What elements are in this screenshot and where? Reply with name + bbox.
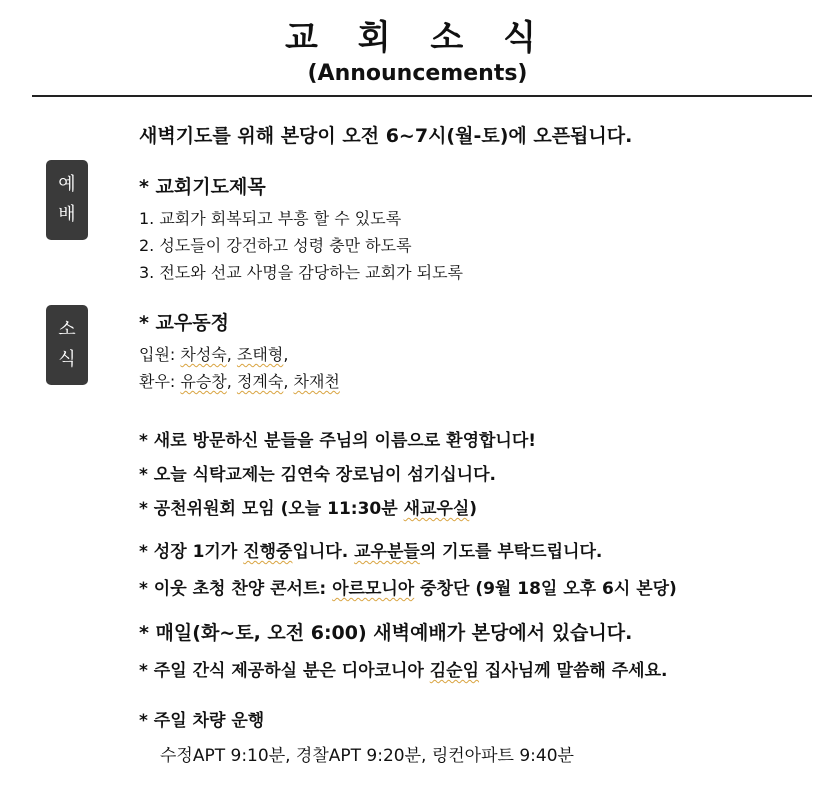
concert-group: 아르모니아 xyxy=(332,579,415,599)
snack-text-c: 집사님께 말씀해 주세요. xyxy=(479,661,668,681)
notice-committee xyxy=(139,494,477,519)
admitted-name-2: 조태형 xyxy=(236,345,284,364)
notice-bus-heading: * 주일 차량 운행 xyxy=(139,711,265,731)
worship-badge-char-2: 배 xyxy=(58,204,76,225)
admitted-name-1: 차성숙 xyxy=(180,345,227,364)
admitted-end: , xyxy=(283,345,289,364)
members-heading: * 교우동정 xyxy=(139,312,229,334)
notice-growth xyxy=(139,537,602,562)
admitted-label: 입원: xyxy=(139,345,181,364)
prayer-heading: * 교회기도제목 xyxy=(139,176,266,198)
worship-badge xyxy=(46,160,88,240)
snack-name: 김순임 xyxy=(429,661,480,681)
worship-badge-char-1: 예 xyxy=(58,174,76,195)
snack-text-a: * 주일 간식 제공하실 분은 디아코니아 xyxy=(139,661,430,681)
discharged-label: 환우: xyxy=(139,372,181,391)
members-discharged xyxy=(139,369,340,392)
concert-text-a: * 이웃 초청 찬양 콘서트: xyxy=(139,579,333,599)
admitted-separator: , xyxy=(226,345,237,364)
page-subtitle: (Announcements) xyxy=(307,61,528,86)
growth-text-e: 의 기도를 부탁드립니다. xyxy=(419,542,603,562)
notice-meal: * 오늘 식탁교제는 김연숙 장로님이 섬기십니다. xyxy=(139,465,496,485)
notice-bus-times: 수정APT 9:10분, 경찰APT 9:20분, 링컨아파트 9:40분 xyxy=(160,746,574,766)
discharged-name-3: 차재천 xyxy=(293,372,340,391)
growth-text-c: 입니다. xyxy=(292,542,355,562)
members-admitted xyxy=(139,342,288,365)
discharged-separator-1: , xyxy=(226,372,237,391)
committee-room: 새교우실 xyxy=(403,499,470,519)
discharged-name-2: 정계숙 xyxy=(236,372,284,391)
discharged-separator-2: , xyxy=(283,372,294,391)
news-badge-char-1: 소 xyxy=(58,319,76,340)
prayer-item-3: 3. 전도와 선교 사명을 감당하는 교회가 되도록 xyxy=(139,263,463,282)
page-title: 교 회 소 식 xyxy=(285,18,550,58)
news-badge xyxy=(46,305,88,385)
prayer-item-1: 1. 교회가 회복되고 부흥 할 수 있도록 xyxy=(139,209,402,228)
notice-dawn: * 매일(화~토, 오전 6:00) 새벽예배가 본당에서 있습니다. xyxy=(139,622,633,644)
committee-text-a: * 공천위원회 모임 (오늘 11:30분 xyxy=(139,499,404,519)
notice-welcome: * 새로 방문하신 분들을 주님의 이름으로 환영합니다! xyxy=(139,431,537,451)
committee-text-c: ) xyxy=(469,499,478,519)
discharged-name-1: 유승창 xyxy=(180,372,227,391)
prayer-item-2: 2. 성도들이 강건하고 성령 충만 하도록 xyxy=(139,236,412,255)
notice-snack xyxy=(139,656,667,681)
growth-text-b: 진행중 xyxy=(243,542,293,562)
intro-text: 새벽기도를 위해 본당이 오전 6~7시(월-토)에 오픈됩니다. xyxy=(139,125,633,147)
concert-text-c: 중창단 (9월 18일 오후 6시 본당) xyxy=(414,579,677,599)
header xyxy=(0,18,835,88)
news-badge-char-2: 식 xyxy=(58,349,76,370)
growth-text-a: * 성장 1기가 xyxy=(139,542,244,562)
header-divider xyxy=(32,95,812,97)
growth-text-d: 교우분들 xyxy=(354,542,420,562)
notice-concert xyxy=(139,574,677,599)
